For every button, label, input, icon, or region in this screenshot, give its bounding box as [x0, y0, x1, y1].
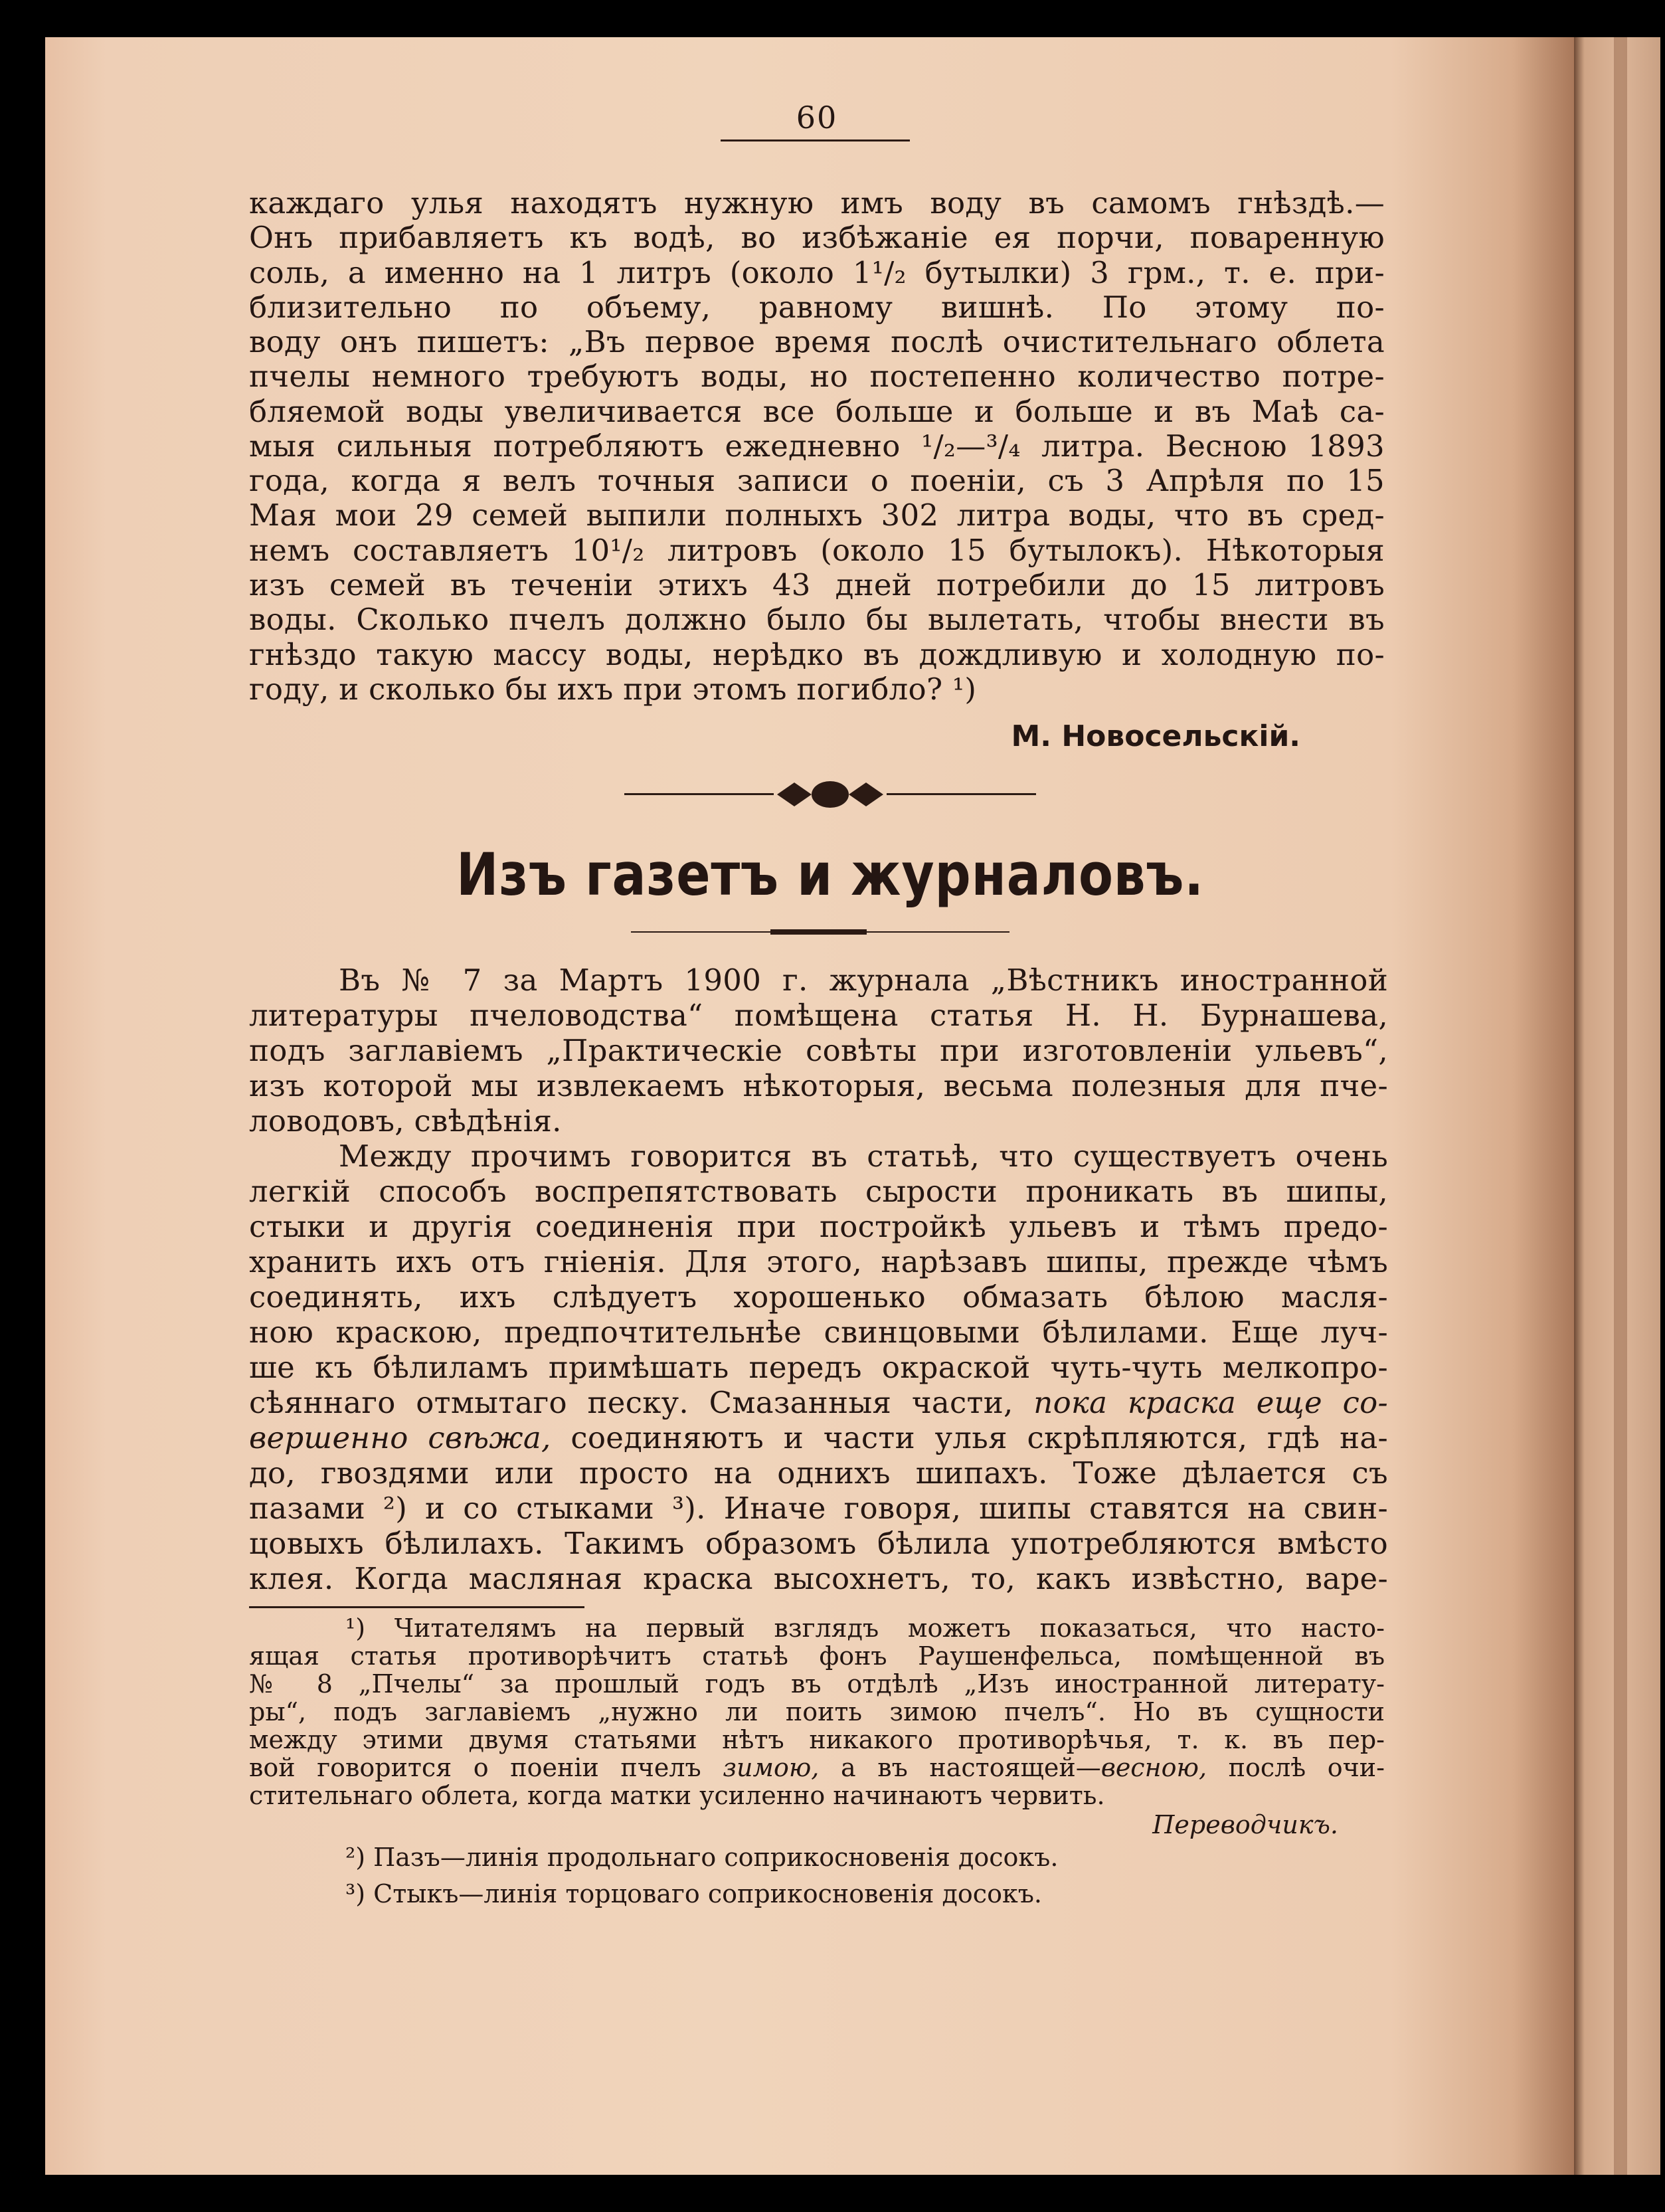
italic-segment: весною, — [1100, 1753, 1207, 1782]
text-line: бляемой воды увеличивается все больше и больше и въ Маѣ са- — [249, 394, 1385, 429]
ornament-rule-left — [624, 793, 774, 795]
text-line: Мая мои 29 семей выпили полныхъ 302 литра воды, что въ сред- — [249, 498, 1385, 533]
text-line: мыя сильныя потребляютъ ежедневно ¹/₂—³/₄ литра. Весною 1893 — [249, 428, 1385, 464]
footnote-line: стительнаго облета, когда матки усиленно начинаютъ червить. — [249, 1781, 1105, 1810]
text-line: цовыхъ бѣлилахъ. Такимъ образомъ бѣлила употребляются вмѣсто — [249, 1526, 1388, 1561]
text-line: воды. Сколько пчелъ должно было бы вылетать, чтобы внести въ — [249, 602, 1385, 637]
text-line: ше къ бѣлиламъ примѣшать передъ окраской чуть-чуть мелкопро- — [249, 1350, 1388, 1385]
text-line: подъ заглавіемъ „Практическіе совѣты при изготовленіи ульевъ“, — [249, 1033, 1388, 1068]
binding-edge — [1614, 37, 1627, 2175]
text-line: немъ составляетъ 10¹/₂ литровъ (около 15 бутылокъ). Нѣкоторыя — [249, 533, 1385, 568]
section-title: Изъ газетъ и журналовъ. — [456, 840, 1204, 909]
italic-segment: вершенно свѣжа, — [249, 1420, 551, 1455]
text-line: Въ № 7 за Мартъ 1900 г. журнала „Вѣстникъ иностранной — [339, 963, 1388, 998]
translator-signature: Переводчикъ. — [1152, 1810, 1338, 1839]
italic-segment: зимою, — [723, 1753, 820, 1782]
text-segment: соединяютъ и части улья скрѣпляются, гдѣ на- — [570, 1420, 1389, 1455]
text-line: года, когда я велъ точныя записи о поеніи, съ 3 Апрѣля по 15 — [249, 463, 1385, 498]
footnote-line: № 8 „Пчелы“ за прошлый годъ въ отдѣлѣ „Изъ иностранной литерату- — [249, 1669, 1385, 1699]
text-line: гнѣздо такую массу воды, нерѣдко въ дождливую и холодную по- — [249, 637, 1385, 672]
text-segment: послѣ очи- — [1228, 1753, 1385, 1782]
text-segment: вой говорится о поеніи пчелъ — [249, 1753, 701, 1782]
text-line: близительно по объему, равному вишнѣ. По этому по- — [249, 290, 1385, 325]
footnote-line: ры“, подъ заглавіемъ „нужно ли поить зимою пчелъ“. Но въ сущности — [249, 1697, 1385, 1726]
text-line: Между прочимъ говорится въ статьѣ, что существуетъ очень — [339, 1139, 1388, 1174]
text-line: легкій способъ воспрепятствовать сырости проникать въ шипы, — [249, 1174, 1388, 1209]
page-number-rule — [721, 139, 910, 141]
footnote-3: ³) Стыкъ—линія торцоваго соприкосновенія досокъ. — [345, 1879, 1042, 1908]
text-line: каждаго улья находятъ нужную имъ воду въ самомъ гнѣздѣ.— — [249, 185, 1385, 221]
author-signature: М. Новосельскій. — [1011, 719, 1300, 753]
italic-segment: пока краска еще со- — [1033, 1385, 1389, 1420]
text-line: году, и сколько бы ихъ при этомъ погибло? ¹) — [249, 672, 977, 707]
text-line: литературы пчеловодства“ помѣщена статья Н. Н. Бурнашева, — [249, 998, 1388, 1033]
diamond-ornament-icon — [772, 777, 889, 812]
text-line: пазами ²) и со стыками ³). Иначе говоря, шипы ставятся на свин- — [249, 1491, 1388, 1526]
text-line: Онъ прибавляетъ къ водѣ, во избѣжаніе ея порчи, поваренную — [249, 220, 1385, 255]
text-line: клея. Когда масляная краска высохнетъ, то, какъ извѣстно, варе- — [249, 1561, 1388, 1596]
text-line: изъ семей въ теченіи этихъ 43 дней потребили до 15 литровъ — [249, 567, 1385, 602]
footnote-line — [249, 1754, 1385, 1782]
footnote-line: между этими двумя статьями нѣтъ никакого противорѣчья, т. к. въ пер- — [249, 1725, 1385, 1754]
text-line — [249, 1386, 1388, 1420]
text-line: ною краскою, предпочтительнѣе свинцовыми бѣлилами. Еще луч- — [249, 1315, 1388, 1350]
footnote-2: ²) Пазъ—линія продольнаго соприкосновенія досокъ. — [345, 1843, 1059, 1872]
text-line: до, гвоздями или просто на однихъ шипахъ. Тоже дѣлается съ — [249, 1455, 1388, 1491]
text-line: пчелы немного требуютъ воды, но постепенно количество потре- — [249, 359, 1385, 394]
text-line — [249, 1421, 1388, 1455]
footnote-line: ящая статья противорѣчитъ статьѣ фонъ Раушенфельса, помѣщенной въ — [249, 1641, 1385, 1671]
text-line: изъ которой мы извлекаемъ нѣкоторыя, весьма полезныя для пче- — [249, 1068, 1388, 1103]
text-segment: а въ настоящей— — [840, 1753, 1101, 1782]
text-line: соль, а именно на 1 литръ (около 1¹/₂ бутылки) 3 грм., т. е. при- — [249, 255, 1385, 290]
page-number: 60 — [796, 100, 838, 136]
text-segment: сѣяннаго отмытаго песку. Смазанныя части, — [249, 1385, 1013, 1420]
text-line: хранить ихъ отъ гніенія. Для этого, нарѣзавъ шипы, прежде чѣмъ — [249, 1244, 1388, 1279]
heading-rule-accent — [770, 929, 867, 935]
text-line: соединять, ихъ слѣдуетъ хорошенько обмазать бѣлою масля- — [249, 1279, 1388, 1315]
footnote-rule — [249, 1606, 584, 1608]
footnote-line: ¹) Читателямъ на первый взглядъ можетъ показаться, что насто- — [345, 1613, 1385, 1643]
ornament-rule-right — [887, 793, 1036, 795]
text-line: стыки и другія соединенія при постройкѣ ульевъ и тѣмъ предо- — [249, 1209, 1388, 1244]
text-line: ловодовъ, свѣдѣнія. — [249, 1103, 562, 1139]
text-line: воду онъ пишетъ: „Въ первое время послѣ очистительнаго облета — [249, 324, 1385, 359]
